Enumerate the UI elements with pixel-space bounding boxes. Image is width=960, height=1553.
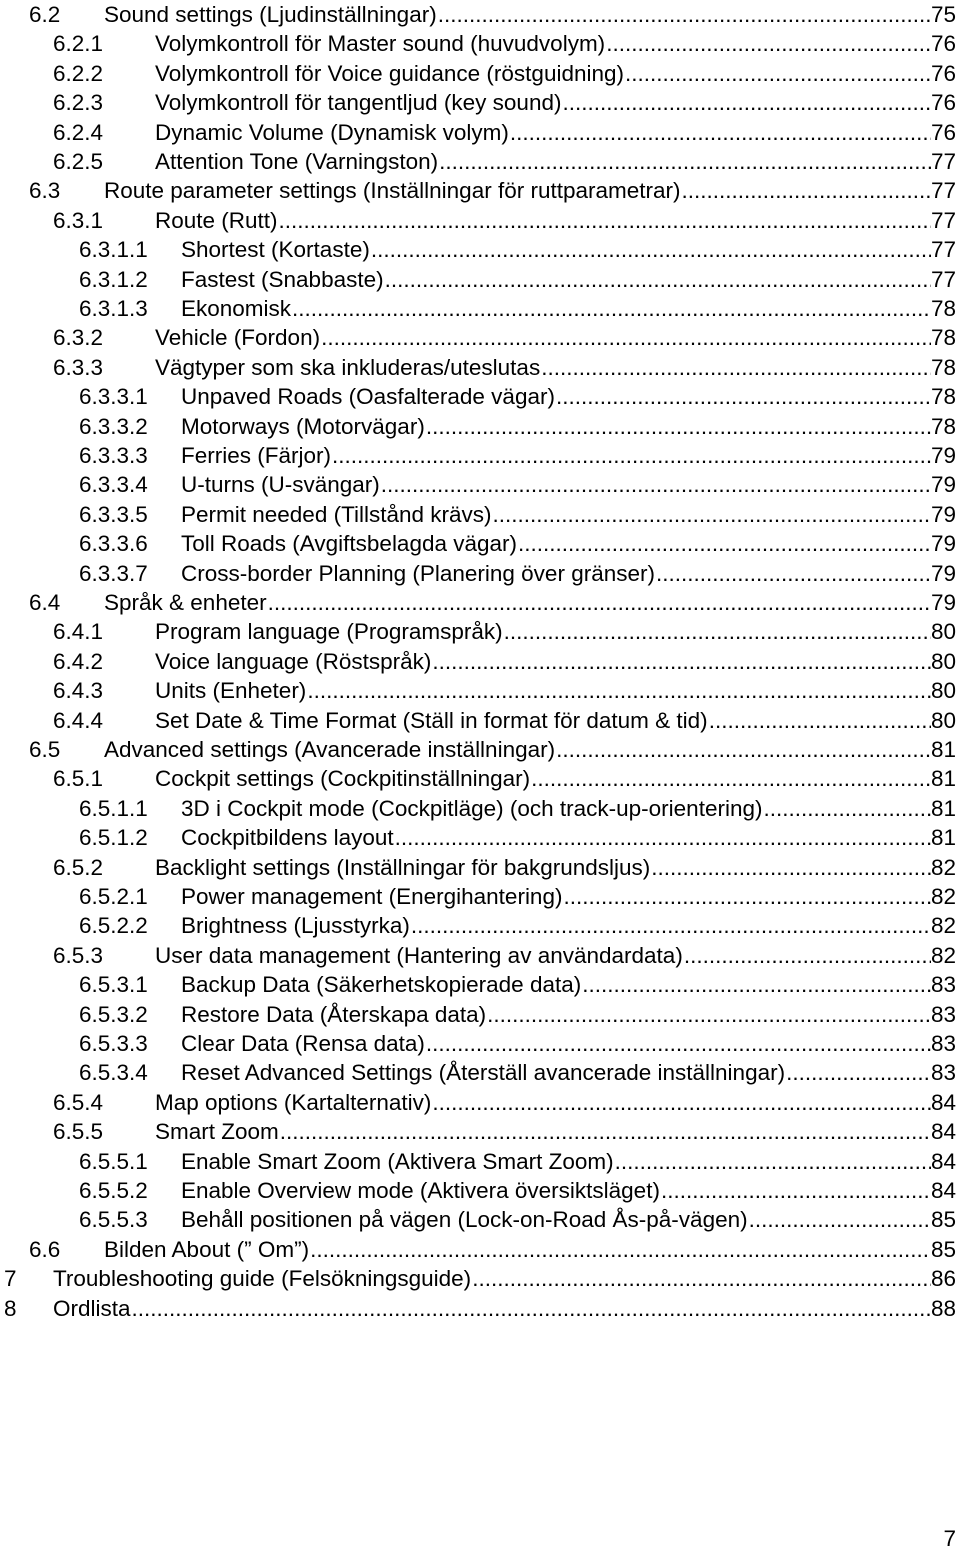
toc-entry[interactable] xyxy=(0,853,960,882)
toc-entry[interactable] xyxy=(0,265,960,294)
toc-entry[interactable] xyxy=(0,1235,960,1264)
toc-entry-title: Restore Data (Återskapa data) xyxy=(181,1001,487,1027)
toc-entry-page: 79 xyxy=(930,443,956,468)
dot-leader xyxy=(683,941,931,970)
toc-entry-number: 6.2.5 xyxy=(53,149,104,174)
page-number: 7 xyxy=(943,1526,956,1551)
toc-entry-number: 6.2 xyxy=(29,2,61,27)
toc-entry-number: 6.3 xyxy=(29,178,61,204)
toc-entry-page: 86 xyxy=(930,1266,956,1292)
toc-entry-page: 78 xyxy=(930,296,956,321)
toc-entry-title: Program language (Programspråk) xyxy=(155,619,503,645)
toc-entry-number: 8 xyxy=(4,1295,17,1321)
toc-entry-title: Attention Tone (Varningston) xyxy=(155,149,439,174)
toc-entry-page: 83 xyxy=(930,1060,956,1086)
toc-entry-title: Smart Zoom xyxy=(155,1119,279,1145)
toc-entry[interactable] xyxy=(0,441,960,470)
toc-entry[interactable] xyxy=(0,1029,960,1058)
dot-leader xyxy=(309,1235,931,1264)
toc-entry-page: 75 xyxy=(930,2,956,27)
toc-entry-number: 6.5.1.2 xyxy=(79,825,148,851)
toc-entry-number: 6.5.1 xyxy=(53,766,104,792)
toc-entry-page: 79 xyxy=(930,472,956,498)
toc-entry[interactable] xyxy=(0,588,960,617)
dot-leader xyxy=(471,1264,931,1293)
toc-entry-page: 77 xyxy=(930,149,956,174)
toc-entry-number: 6.5.2 xyxy=(53,854,104,880)
toc-entry[interactable] xyxy=(0,206,960,235)
toc-entry-title: Clear Data (Rensa data) xyxy=(181,1031,425,1056)
toc-entry-number: 6.5.5.3 xyxy=(79,1207,148,1233)
toc-entry[interactable] xyxy=(0,1205,960,1234)
toc-entry[interactable] xyxy=(0,353,960,382)
toc-entry-number: 6.3.3.5 xyxy=(79,501,148,527)
dot-leader xyxy=(278,206,931,235)
toc-entry-title: Backlight settings (Inställningar för bakgrundsljus) xyxy=(155,854,651,880)
toc-entry[interactable] xyxy=(0,794,960,823)
toc-entry-title: Enable Smart Zoom (Aktivera Smart Zoom) xyxy=(181,1148,614,1174)
toc-entry-title: Backup Data (Säkerhetskopierade data) xyxy=(181,972,582,998)
dot-leader xyxy=(748,1205,931,1234)
toc-entry-title: Vägtyper som ska inkluderas/uteslutas xyxy=(155,354,541,380)
toc-entry-title: Troubleshooting guide (Felsökningsguide) xyxy=(53,1266,472,1292)
toc-entry-number: 6.3.1.2 xyxy=(79,266,148,292)
toc-entry-title: Volymkontroll för Master sound (huvudvolym) xyxy=(155,31,606,57)
toc-entry-number: 6.3.1 xyxy=(53,207,104,233)
toc-entry-title: Toll Roads (Avgiftsbelagda vägar) xyxy=(181,531,518,557)
toc-entry-title: Vehicle (Fordon) xyxy=(155,325,321,351)
toc-entry-page: 88 xyxy=(930,1295,956,1321)
toc-entry-page: 80 xyxy=(930,648,956,674)
toc-entry-number: 6.3.1.1 xyxy=(79,237,148,263)
dot-leader xyxy=(492,500,931,529)
toc-entry-title: Voice language (Röstspråk) xyxy=(155,648,432,674)
toc-entry-title: Enable Overview mode (Aktivera översiktsläget) xyxy=(181,1178,660,1203)
dot-leader xyxy=(438,147,931,176)
toc-entry-number: 7 xyxy=(4,1266,17,1292)
toc-entry-page: 82 xyxy=(930,884,956,909)
toc-entry-number: 6.5.3.1 xyxy=(79,972,148,998)
toc-entry-page: 78 xyxy=(930,325,956,351)
toc-entry-number: 6.4 xyxy=(29,590,61,615)
toc-entry-page: 79 xyxy=(930,531,956,557)
toc-entry-title: Map options (Kartalternativ) xyxy=(155,1089,432,1115)
toc-entry-page: 85 xyxy=(930,1236,956,1262)
toc-entry-title: Ferries (Färjor) xyxy=(181,443,331,468)
toc-entry-number: 6.2.2 xyxy=(53,60,104,86)
toc-entry-number: 6.3.2 xyxy=(53,325,104,351)
toc-entry-title: Motorways (Motorvägar) xyxy=(181,413,425,439)
toc-entry[interactable] xyxy=(0,882,960,911)
toc-entry-title: Sound settings (Ljudinställningar) xyxy=(104,2,437,27)
toc-entry[interactable] xyxy=(0,1294,960,1323)
toc-entry[interactable] xyxy=(0,470,960,499)
toc-entry-page: 77 xyxy=(930,266,956,292)
dot-leader xyxy=(503,617,931,646)
toc-entry-number: 6.3.1.3 xyxy=(79,296,148,321)
toc-entry[interactable] xyxy=(0,323,960,352)
toc-entry-page: 84 xyxy=(930,1178,956,1203)
toc-entry-title: Volymkontroll för tangentljud (key sound) xyxy=(155,90,562,116)
dot-leader xyxy=(785,1058,931,1087)
toc-entry-page: 76 xyxy=(930,60,956,86)
toc-entry-page: 84 xyxy=(930,1119,956,1145)
toc-entry-title: 3D i Cockpit mode (Cockpitläge) (och track-up-orientering) xyxy=(181,795,763,821)
toc-entry-title: Unpaved Roads (Oasfalterade vägar) xyxy=(181,384,555,410)
toc-entry-title: Units (Enheter) xyxy=(155,678,307,704)
toc-entry-title: Cross-border Planning (Planering över gränser) xyxy=(181,560,655,586)
dot-leader xyxy=(410,911,931,940)
toc-entry-number: 6.5.2.1 xyxy=(79,884,148,909)
toc-entry[interactable] xyxy=(0,1176,960,1205)
toc-entry-number: 6.4.1 xyxy=(53,619,104,645)
toc-entry[interactable] xyxy=(0,617,960,646)
toc-entry[interactable] xyxy=(0,823,960,852)
toc-entry-title: Cockpit settings (Cockpitinställningar) xyxy=(155,766,531,792)
toc-entry[interactable] xyxy=(0,706,960,735)
toc-entry-number: 6.4.4 xyxy=(53,707,104,733)
dot-leader xyxy=(425,1029,931,1058)
toc-entry-page: 84 xyxy=(930,1089,956,1115)
dot-leader xyxy=(581,970,931,999)
toc-entry-title: Permit needed (Tillstånd krävs) xyxy=(181,501,492,527)
toc-entry[interactable] xyxy=(0,500,960,529)
toc-entry[interactable] xyxy=(0,970,960,999)
dot-leader xyxy=(762,794,930,823)
dot-leader xyxy=(131,1294,931,1323)
toc-entry-title: Power management (Energihantering) xyxy=(181,884,563,909)
toc-entry-number: 6.4.3 xyxy=(53,678,104,704)
dot-leader xyxy=(655,559,931,588)
dot-leader xyxy=(650,853,931,882)
dot-leader xyxy=(660,1176,931,1205)
toc-entry[interactable] xyxy=(0,676,960,705)
toc-entry-number: 6.5.5.1 xyxy=(79,1148,148,1174)
toc-entry-page: 78 xyxy=(930,413,956,439)
dot-leader xyxy=(614,1147,931,1176)
toc-entry-number: 6.2.4 xyxy=(53,119,104,145)
dot-leader xyxy=(708,706,931,735)
dot-leader xyxy=(320,323,931,352)
toc-entry-page: 76 xyxy=(930,119,956,145)
toc-entry-page: 81 xyxy=(930,766,956,792)
toc-entry[interactable] xyxy=(0,735,960,764)
toc-entry-page: 77 xyxy=(930,237,956,263)
dot-leader xyxy=(486,1000,931,1029)
toc-entry-page: 78 xyxy=(930,384,956,410)
toc-entry-number: 6.3.3 xyxy=(53,354,104,380)
toc-entry[interactable] xyxy=(0,412,960,441)
dot-leader xyxy=(384,265,931,294)
dot-leader xyxy=(555,382,931,411)
dot-leader xyxy=(437,0,931,29)
toc-entry-page: 83 xyxy=(930,1031,956,1056)
toc-entry-number: 6.3.3.1 xyxy=(79,384,148,410)
toc-entry[interactable] xyxy=(0,1058,960,1087)
toc-entry[interactable] xyxy=(0,941,960,970)
toc-entry-number: 6.3.3.3 xyxy=(79,443,148,468)
toc-entry-page: 81 xyxy=(930,795,956,821)
toc-entry-title: Shortest (Kortaste) xyxy=(181,237,370,263)
dot-leader xyxy=(555,735,931,764)
toc-entry[interactable] xyxy=(0,0,960,29)
toc-entry-number: 6.5.1.1 xyxy=(79,795,148,821)
toc-entry[interactable] xyxy=(0,764,960,793)
toc-entry-page: 80 xyxy=(930,619,956,645)
dot-leader xyxy=(394,823,931,852)
toc-entry-page: 77 xyxy=(930,207,956,233)
toc-entry-number: 6.5.3 xyxy=(53,942,104,968)
dot-leader xyxy=(561,88,931,117)
dot-leader xyxy=(331,441,931,470)
toc-entry-page: 76 xyxy=(930,31,956,57)
dot-leader xyxy=(517,529,931,558)
toc-entry-number: 6.5.5.2 xyxy=(79,1178,148,1203)
toc-entry-title: Set Date & Time Format (Ställ in format för datum & tid) xyxy=(155,707,708,733)
toc-entry[interactable] xyxy=(0,529,960,558)
toc-entry-page: 79 xyxy=(930,590,956,615)
toc-entry-title: Volymkontroll för Voice guidance (röstguidning) xyxy=(155,60,625,86)
toc-entry-title: Språk & enheter xyxy=(104,590,267,615)
toc-entry-number: 6.2.1 xyxy=(53,31,104,57)
toc-entry[interactable] xyxy=(0,59,960,88)
dot-leader xyxy=(605,29,931,58)
toc-entry-number: 6.5.3.3 xyxy=(79,1031,148,1056)
toc-entry[interactable] xyxy=(0,1117,960,1146)
toc-entry-title: Reset Advanced Settings (Återställ avancerade inställningar) xyxy=(181,1060,786,1086)
toc-entry[interactable] xyxy=(0,147,960,176)
toc-entry-page: 83 xyxy=(930,972,956,998)
toc-entry-page: 81 xyxy=(930,737,956,762)
toc-entry-page: 82 xyxy=(930,854,956,880)
toc-entry-page: 76 xyxy=(930,90,956,116)
toc-entry[interactable] xyxy=(0,911,960,940)
toc-entry-number: 6.3.3.7 xyxy=(79,560,148,586)
toc-entry[interactable] xyxy=(0,29,960,58)
toc-entry-number: 6.5.3.2 xyxy=(79,1001,148,1027)
dot-leader xyxy=(624,59,931,88)
toc-entry-title: Bilden About (” Om”) xyxy=(104,1236,310,1262)
toc-entry-page: 79 xyxy=(930,560,956,586)
toc-entry-title: Behåll positionen på vägen (Lock-on-Road Ås-på-vägen) xyxy=(181,1207,748,1233)
dot-leader xyxy=(681,176,931,205)
toc-entry[interactable] xyxy=(0,294,960,323)
toc-entry[interactable] xyxy=(0,118,960,147)
toc-entry[interactable] xyxy=(0,1147,960,1176)
toc-entry-page: 77 xyxy=(930,178,956,204)
dot-leader xyxy=(279,1117,931,1146)
toc-entry-page: 81 xyxy=(930,825,956,851)
toc-entry-title: Advanced settings (Avancerade inställningar) xyxy=(104,737,556,762)
toc-entry[interactable] xyxy=(0,382,960,411)
toc-entry-title: U-turns (U-svängar) xyxy=(181,472,380,498)
toc-entry-page: 78 xyxy=(930,354,956,380)
toc-entry-page: 84 xyxy=(930,1148,956,1174)
dot-leader xyxy=(509,118,931,147)
toc-entry-page: 80 xyxy=(930,678,956,704)
dot-leader xyxy=(380,470,931,499)
toc-entry[interactable] xyxy=(0,647,960,676)
toc-entry-page: 83 xyxy=(930,1001,956,1027)
toc-entry-title: Cockpitbildens layout xyxy=(181,825,394,851)
dot-leader xyxy=(267,588,931,617)
toc-entry-number: 6.2.3 xyxy=(53,90,104,116)
toc-entry[interactable] xyxy=(0,1000,960,1029)
toc-entry-number: 6.3.3.6 xyxy=(79,531,148,557)
toc-entry-page: 85 xyxy=(930,1207,956,1233)
toc-entry-title: Fastest (Snabbaste) xyxy=(181,266,384,292)
toc-entry-page: 82 xyxy=(930,942,956,968)
dot-leader xyxy=(530,764,931,793)
toc-entry-title: Dynamic Volume (Dynamisk volym) xyxy=(155,119,509,145)
toc-entry-title: Route (Rutt) xyxy=(155,207,278,233)
toc-entry-number: 6.5.2.2 xyxy=(79,913,148,939)
toc-entry[interactable] xyxy=(0,559,960,588)
toc-entry-number: 6.4.2 xyxy=(53,648,104,674)
toc-entry[interactable] xyxy=(0,1264,960,1293)
toc-entry[interactable] xyxy=(0,1088,960,1117)
toc-entry-page: 79 xyxy=(930,501,956,527)
toc-entry-page: 80 xyxy=(930,707,956,733)
dot-leader xyxy=(431,1088,931,1117)
toc-entry-number: 6.5.4 xyxy=(53,1089,104,1115)
toc-entry-title: Ordlista xyxy=(53,1295,131,1321)
dot-leader xyxy=(540,353,931,382)
dot-leader xyxy=(562,882,931,911)
dot-leader xyxy=(431,647,931,676)
dot-leader xyxy=(291,294,931,323)
toc-entry-number: 6.6 xyxy=(29,1236,61,1262)
toc-entry-number: 6.5.3.4 xyxy=(79,1060,148,1086)
toc-entry-title: Ekonomisk xyxy=(181,296,292,321)
dot-leader xyxy=(425,412,931,441)
dot-leader xyxy=(306,676,931,705)
toc-entry-page: 82 xyxy=(930,913,956,939)
toc-entry-title: Brightness (Ljusstyrka) xyxy=(181,913,410,939)
toc-entry-title: Route parameter settings (Inställningar för ruttparametrar) xyxy=(104,178,681,204)
toc-entry-number: 6.5 xyxy=(29,737,61,762)
toc-entry-title: User data management (Hantering av användardata) xyxy=(155,942,683,968)
toc-entry-number: 6.5.5 xyxy=(53,1119,104,1145)
toc-entry-number: 6.3.3.4 xyxy=(79,472,148,498)
toc-entry-number: 6.3.3.2 xyxy=(79,413,148,439)
toc-entry[interactable] xyxy=(0,176,960,205)
toc-entry[interactable] xyxy=(0,235,960,264)
toc-entry[interactable] xyxy=(0,88,960,117)
dot-leader xyxy=(370,235,931,264)
